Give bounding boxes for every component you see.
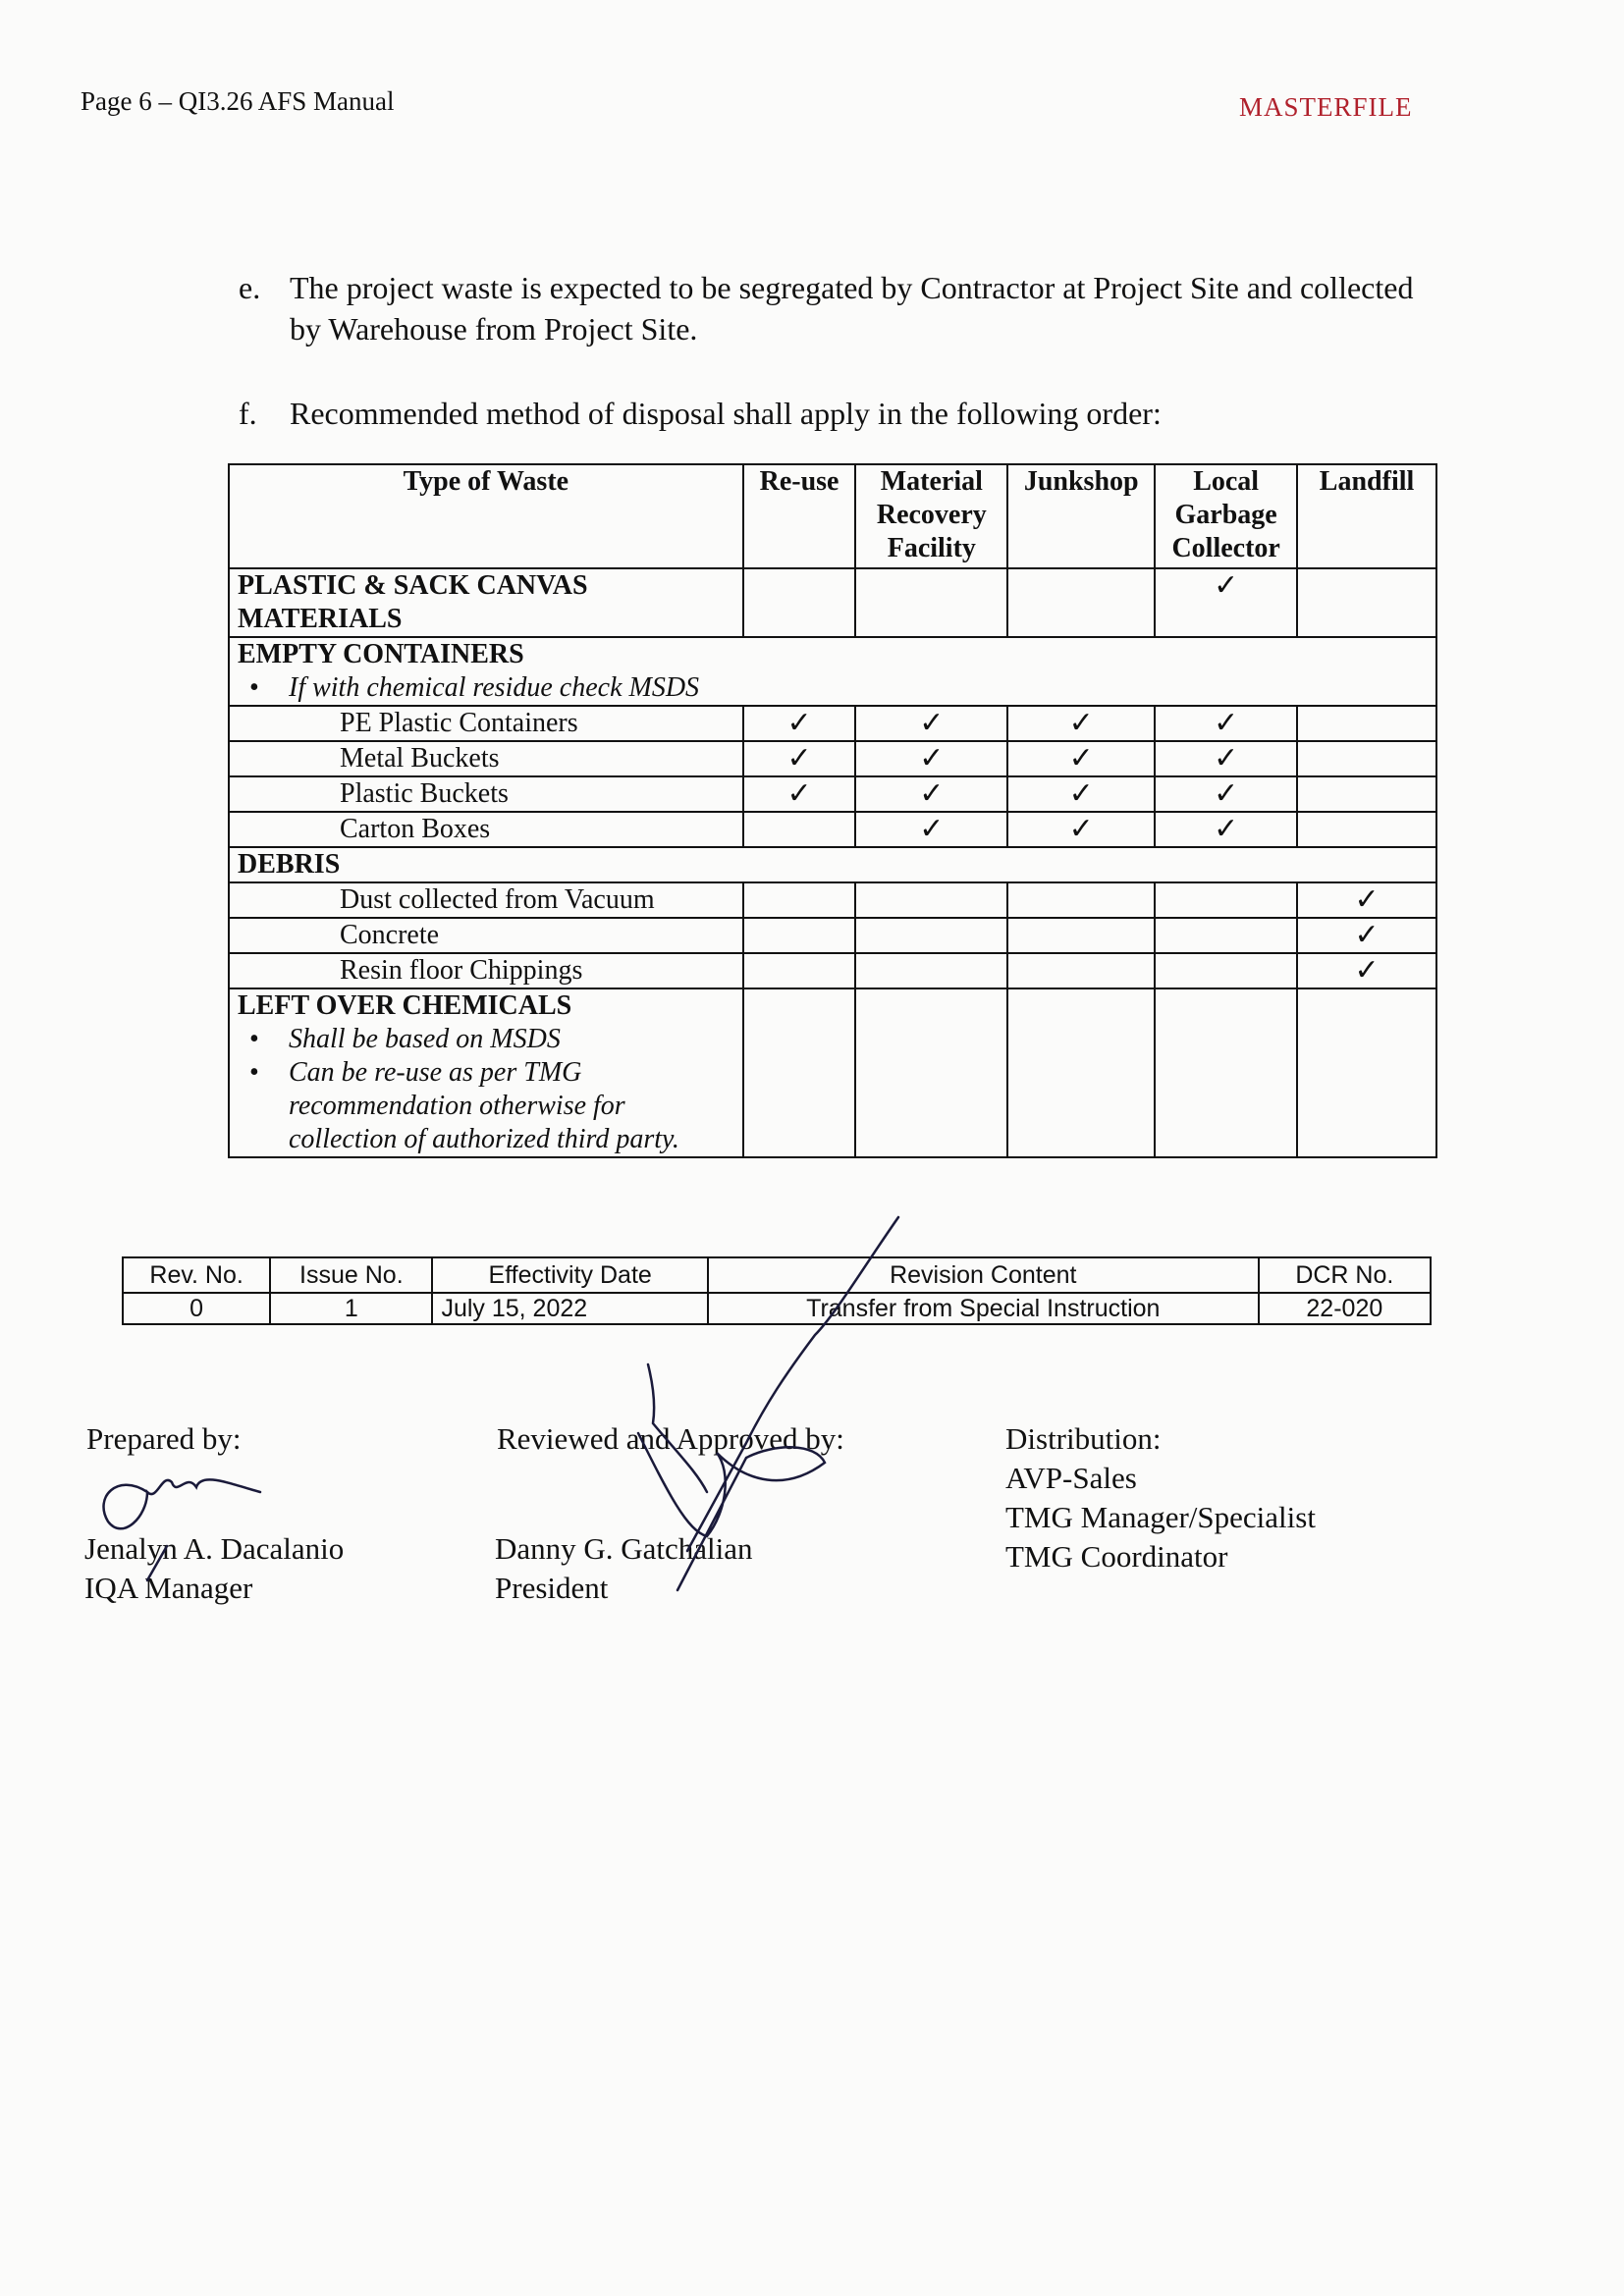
rev-no-value: 0 [123, 1293, 270, 1324]
check-cell: ✓ [743, 741, 856, 776]
row-label: Concrete [229, 918, 743, 953]
item-line: The project waste is expected to be segregated by Contractor at Project Site and collected [290, 270, 1414, 305]
check-cell: ✓ [1155, 568, 1297, 637]
category-label: EMPTY CONTAINERS [238, 639, 524, 669]
item-line: Recommended method of disposal shall apply in the following order: [290, 396, 1162, 431]
check-cell: ✓ [1007, 812, 1155, 847]
prepared-by-label: Prepared by: [86, 1421, 242, 1456]
check-cell: ✓ [1007, 706, 1155, 741]
item-letter: f. [239, 396, 257, 431]
header-landfill: Landfill [1297, 464, 1436, 568]
check-cell: ✓ [1007, 776, 1155, 812]
category-label: PLASTIC & SACK CANVAS MATERIALS [229, 568, 743, 637]
check-cell: ✓ [855, 812, 1007, 847]
row-label: Carton Boxes [229, 812, 743, 847]
header-local-garbage: Local Garbage Collector [1155, 464, 1297, 568]
check-cell: ✓ [855, 776, 1007, 812]
rev-no-header: Rev. No. [123, 1257, 270, 1293]
item-letter: e. [239, 270, 261, 305]
row-label: Metal Buckets [229, 741, 743, 776]
brand-logo: MASTERFILE [1239, 92, 1413, 122]
effectivity-date-header: Effectivity Date [432, 1257, 707, 1293]
check-cell: ✓ [743, 776, 856, 812]
header-mrf: Material Recovery Facility [855, 464, 1007, 568]
category-label: LEFT OVER CHEMICALS [238, 990, 572, 1021]
row-label: Dust collected from Vacuum [229, 882, 743, 918]
dcr-no-header: DCR No. [1259, 1257, 1431, 1293]
check-cell: ✓ [855, 741, 1007, 776]
header-type-of-waste: Type of Waste [229, 464, 743, 568]
header-reuse: Re-use [743, 464, 856, 568]
distribution-item: TMG Manager/Specialist [1005, 1500, 1316, 1534]
issue-no-value: 1 [270, 1293, 432, 1324]
page-label: Page 6 – QI3.26 AFS Manual [81, 86, 395, 116]
reviewed-by-label: Reviewed and Approved by: [497, 1421, 844, 1456]
row-label: Resin floor Chippings [229, 953, 743, 988]
distribution-item: TMG Coordinator [1005, 1539, 1228, 1574]
header-junkshop: Junkshop [1007, 464, 1155, 568]
category-note: • Shall be based on MSDS [238, 1023, 734, 1056]
item-line: by Warehouse from Project Site. [290, 311, 698, 347]
preparer-name: Jenalyn A. Dacalanio [84, 1531, 345, 1566]
issue-no-header: Issue No. [270, 1257, 432, 1293]
row-label: Plastic Buckets [229, 776, 743, 812]
category-label: DEBRIS [229, 847, 1436, 882]
check-cell: ✓ [1155, 741, 1297, 776]
check-cell: ✓ [743, 706, 856, 741]
effectivity-date-value: July 15, 2022 [432, 1293, 707, 1324]
check-cell: ✓ [855, 706, 1007, 741]
preparer-signature-icon [104, 1479, 260, 1580]
revision-content-header: Revision Content [708, 1257, 1259, 1293]
check-cell: ✓ [1297, 918, 1436, 953]
check-cell: ✓ [1297, 882, 1436, 918]
approver-title: President [495, 1571, 609, 1605]
category-note: • Can be re-use as per TMG recommendation otherwise for collection of authorized third party. [238, 1056, 734, 1156]
category-note: • If with chemical residue check MSDS [238, 671, 1428, 705]
approver-signature-icon [638, 1217, 898, 1590]
distribution-label: Distribution: [1005, 1421, 1162, 1456]
check-cell: ✓ [1297, 953, 1436, 988]
revision-content-value: Transfer from Special Instruction [708, 1293, 1259, 1324]
check-cell: ✓ [1155, 706, 1297, 741]
check-cell: ✓ [1155, 776, 1297, 812]
distribution-item: AVP-Sales [1005, 1461, 1137, 1495]
row-label: PE Plastic Containers [229, 706, 743, 741]
check-cell: ✓ [1155, 812, 1297, 847]
dcr-no-value: 22-020 [1259, 1293, 1431, 1324]
approver-name: Danny G. Gatchalian [495, 1531, 753, 1566]
check-cell: ✓ [1007, 741, 1155, 776]
preparer-title: IQA Manager [84, 1571, 253, 1605]
